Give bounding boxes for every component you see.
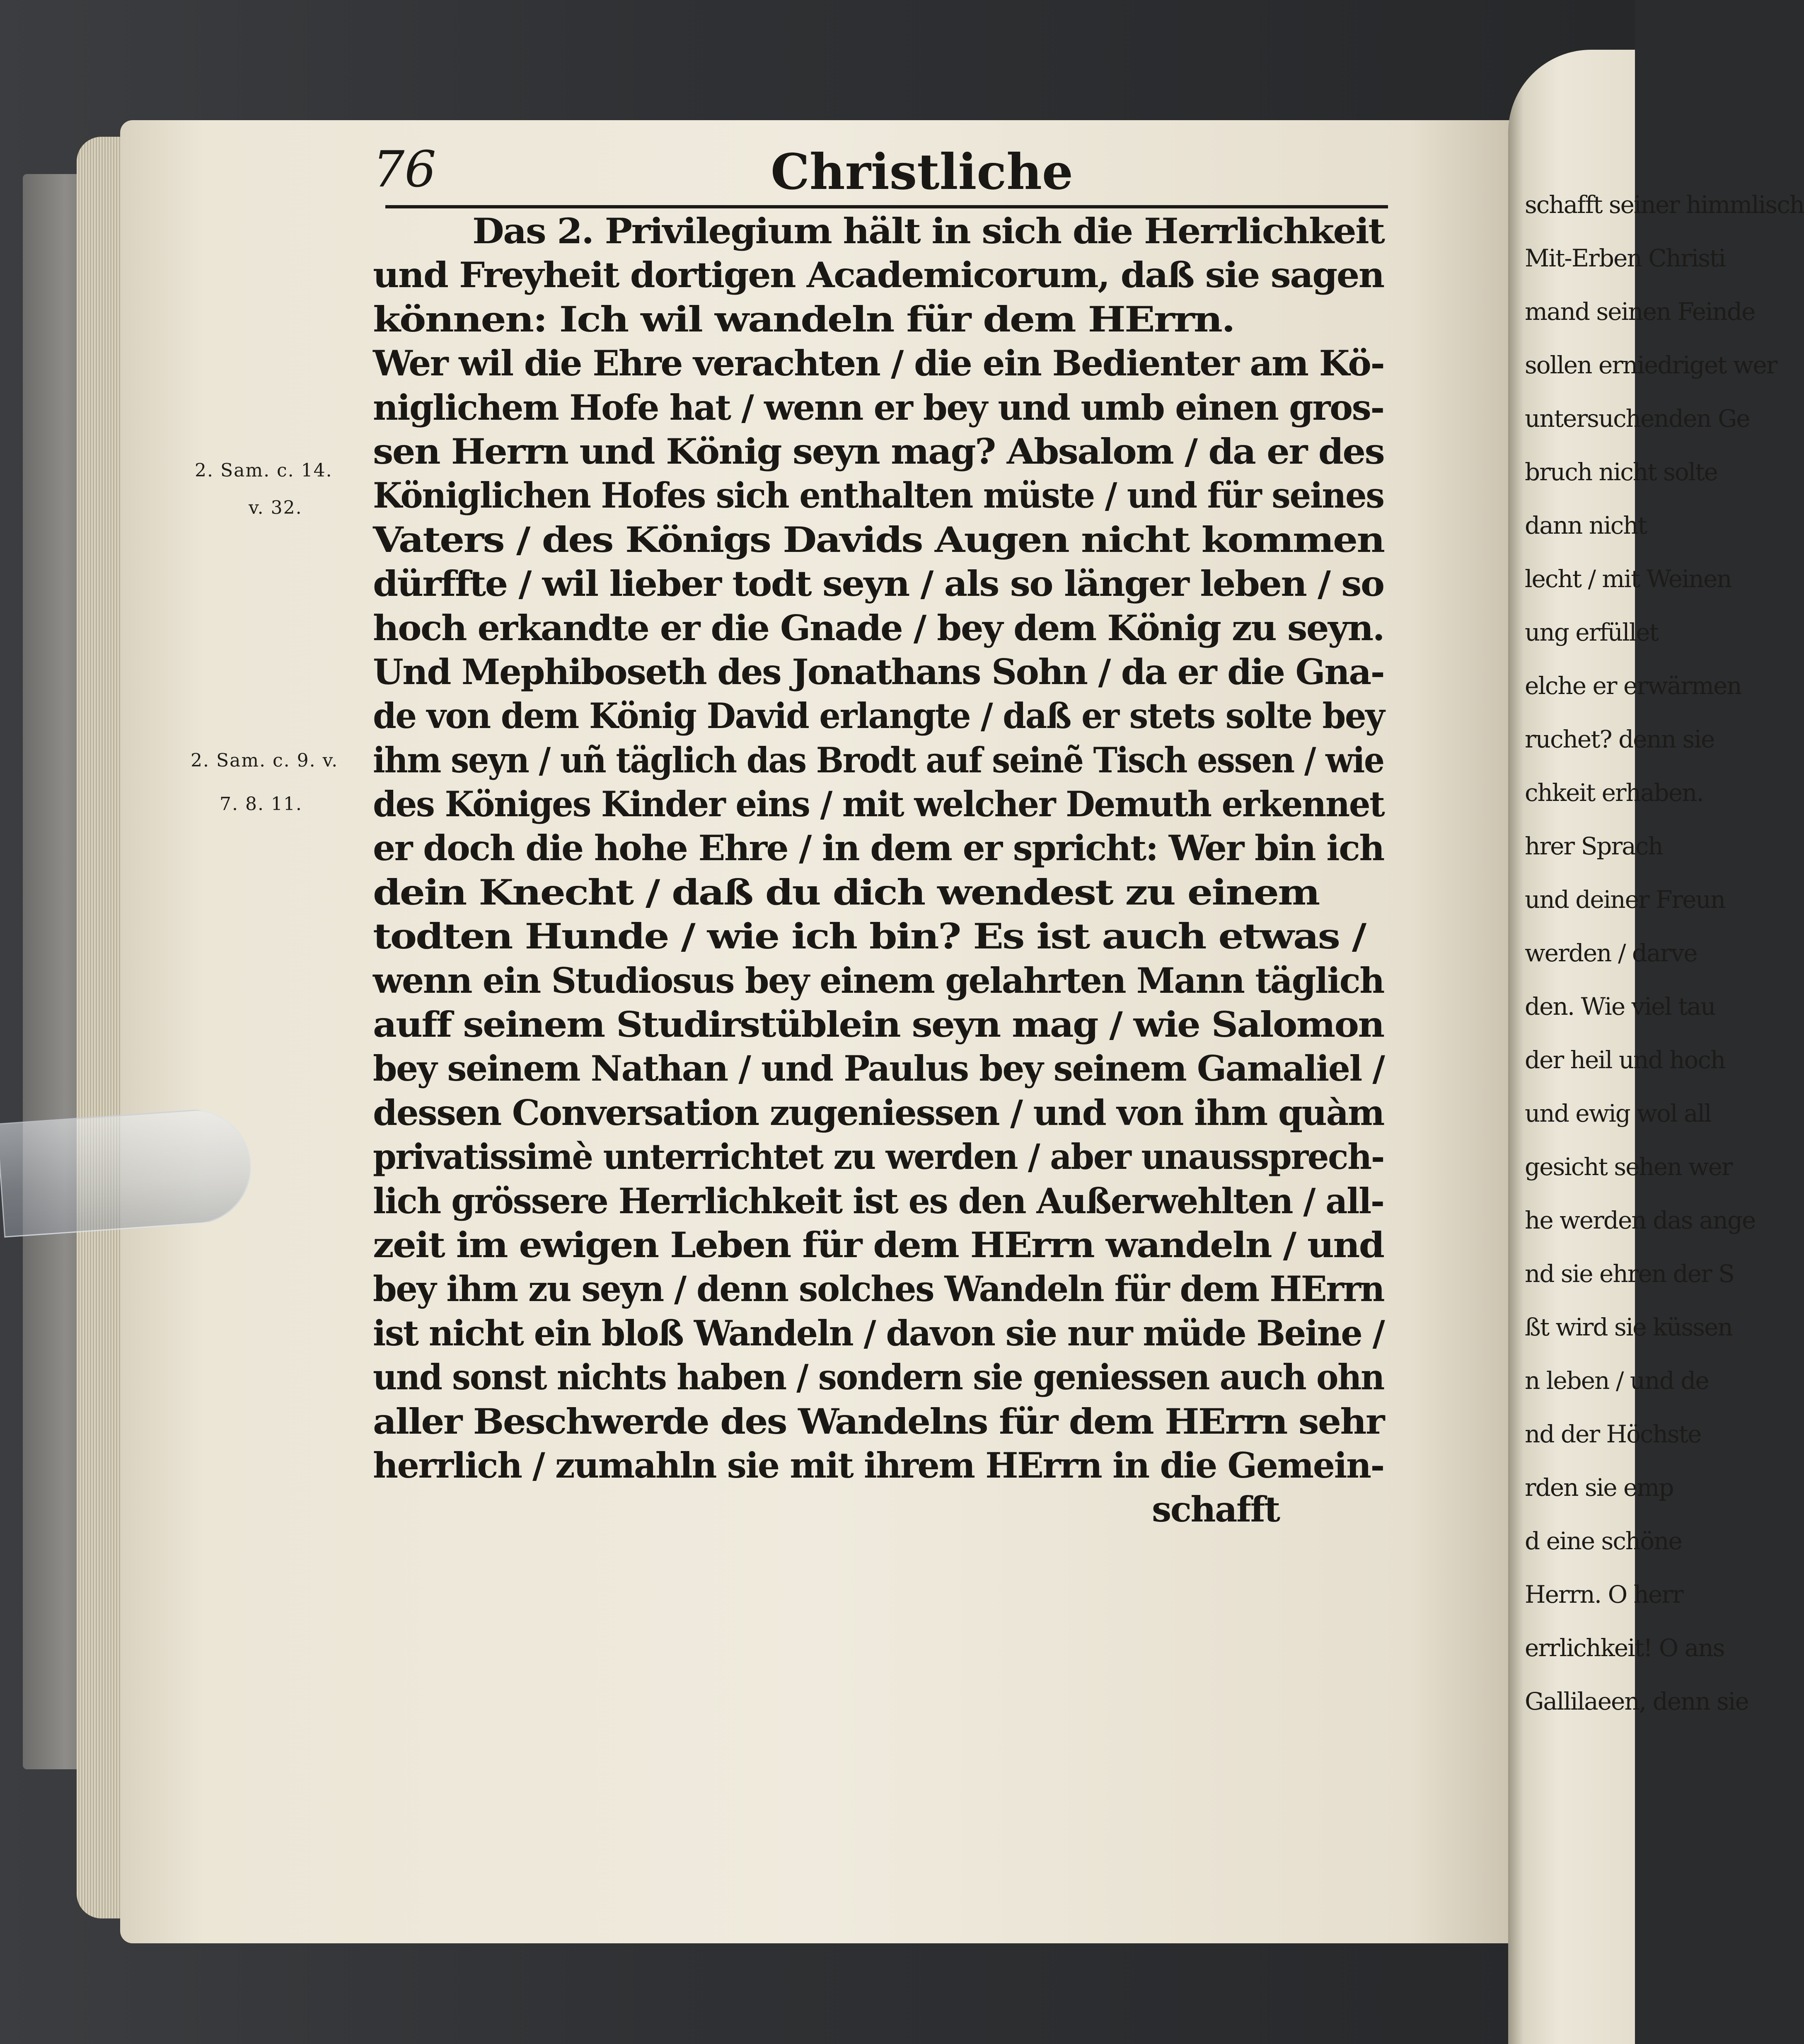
facing-text-fragment: ruchet? denn sie — [1525, 725, 1715, 753]
facing-text-fragment: errlichkeit! O ans — [1525, 1634, 1724, 1662]
text-line: schafft — [1152, 1489, 1279, 1530]
facing-text-fragment: nd der Höchste — [1525, 1420, 1701, 1448]
text-line: lich grössere Herrlichkeit ist es den Außerwehlten / all- — [373, 1180, 1384, 1222]
facing-text-fragment: nd sie ehren der S — [1525, 1260, 1734, 1288]
facing-page — [1508, 50, 1804, 2044]
text-line: dein Knecht / daß du dich wendest zu einem — [373, 871, 1319, 913]
facing-text-fragment: Herrn. O herr — [1525, 1580, 1683, 1609]
facing-text-fragment: werden / darve — [1525, 939, 1697, 967]
facing-text-fragment: d eine schöne — [1525, 1527, 1682, 1555]
text-line: dürffte / wil lieber todt seyn / als so länger leben / so — [373, 563, 1384, 605]
text-line: er doch die hohe Ehre / in dem er spricht: Wer bin ich — [373, 827, 1384, 869]
text-line: können: Ich wil wandeln für dem HErrn. — [373, 298, 1234, 340]
text-line: dessen Conversation zugeniessen / und von ihm quàm — [373, 1092, 1384, 1133]
page-number: 76 — [373, 141, 436, 198]
text-line: Das 2. Privilegium hält in sich die Herrlichkeit — [472, 210, 1384, 252]
facing-text-fragment: und ewig wol all — [1525, 1099, 1711, 1127]
text-line: bey seinem Nathan / und Paulus bey seinem Gamaliel / — [373, 1048, 1384, 1089]
text-line: herrlich / zumahln sie mit ihrem HErrn in die Gemein- — [373, 1444, 1384, 1486]
facing-text-fragment: der heil und hoch — [1525, 1046, 1725, 1074]
text-line: und sonst nichts haben / sondern sie geniessen auch ohn — [373, 1357, 1384, 1398]
text-line: Königlichen Hofes sich enthalten müste / und für seines — [373, 475, 1384, 516]
marginal-note: 2. Sam. c. 14. — [195, 460, 333, 481]
facing-text-fragment: elche er erwärmen — [1525, 672, 1741, 700]
body-text — [373, 209, 1384, 1532]
facing-text-fragment: den. Wie viel tau — [1525, 992, 1715, 1021]
facing-text-fragment: n leben / und de — [1525, 1367, 1709, 1395]
facing-text-fragment: he werden das ange — [1525, 1206, 1756, 1234]
text-line: zeit im ewigen Leben für dem HErrn wandeln / und — [373, 1224, 1384, 1265]
facing-text-fragment: hrer Sprach — [1525, 832, 1663, 860]
text-line: des Königes Kinder eins / mit welcher Demuth erkennet — [373, 784, 1384, 825]
text-line: auff seinem Studirstüblein seyn mag / wie Salomon — [373, 1004, 1384, 1045]
facing-text-fragment: chkeit erhaben. — [1525, 779, 1703, 807]
facing-text-fragment: sollen erniedriget wer — [1525, 351, 1777, 379]
text-line: privatissimè unterrichtet zu werden / aber unaussprech- — [373, 1136, 1384, 1178]
facing-text-fragment: dann nicht — [1525, 511, 1647, 539]
facing-text-fragment: bruch nicht solte — [1525, 458, 1717, 486]
text-line: sen Herrn und König seyn mag? Absalom / da er des — [373, 431, 1384, 472]
facing-text-fragment: ung erfüllet — [1525, 618, 1658, 646]
text-line: bey ihm zu seyn / denn solches Wandeln für dem HErrn — [373, 1268, 1384, 1310]
marginal-note: 7. 8. 11. — [220, 793, 302, 815]
text-line: de von dem König David erlangte / daß er stets solte bey — [373, 695, 1384, 737]
text-line: ist nicht ein bloß Wandeln / davon sie nur müde Beine / — [373, 1312, 1384, 1354]
facing-text-fragment: gesicht sehen wer — [1525, 1153, 1732, 1181]
marginal-note: v. 32. — [249, 497, 302, 518]
text-line: aller Beschwerde des Wandelns für dem HErrn sehr — [373, 1401, 1384, 1442]
text-line: todten Hunde / wie ich bin? Es ist auch etwas / — [373, 916, 1366, 957]
facing-text-fragment: Gallilaeen, denn sie — [1525, 1687, 1748, 1715]
marginal-note: 2. Sam. c. 9. v. — [191, 750, 339, 771]
page-header — [373, 141, 1388, 203]
header-rule — [385, 205, 1388, 208]
text-line: ihm seyn / uñ täglich das Brodt auf seinẽ Tisch essen / wie — [373, 739, 1384, 781]
facing-text-fragment: Mit-Erben Christi — [1525, 244, 1725, 272]
facing-text-fragment: und deiner Freun — [1525, 885, 1725, 914]
text-line: und Freyheit dortigen Academicorum, daß sie sagen — [373, 254, 1384, 296]
facing-text-fragment: mand seinen Feinde — [1525, 298, 1755, 326]
text-line: hoch erkandte er die Gnade / bey dem König zu seyn. — [373, 607, 1384, 648]
facing-text-fragment: rden sie emp — [1525, 1473, 1673, 1502]
text-line: Vaters / des Königs Davids Augen nicht kommen — [373, 519, 1384, 560]
page-clip — [0, 1106, 255, 1238]
facing-text-fragment: schafft seiner himmlisch — [1525, 191, 1804, 219]
facing-text-fragment: lecht / mit Weinen — [1525, 565, 1731, 593]
facing-text-fragment: ßt wird sie küssen — [1525, 1313, 1732, 1341]
text-line: wenn ein Studiosus bey einem gelahrten Mann täglich — [373, 960, 1384, 1001]
text-line: Wer wil die Ehre verachten / die ein Bedienter am Kö- — [373, 343, 1384, 384]
text-line: niglichem Hofe hat / wenn er bey und umb einen gros- — [373, 387, 1384, 428]
facing-text-fragment: untersuchenden Ge — [1525, 404, 1750, 433]
text-line: Und Mephiboseth des Jonathans Sohn / da er die Gna- — [373, 651, 1384, 692]
running-head: Christliche — [771, 143, 1074, 201]
